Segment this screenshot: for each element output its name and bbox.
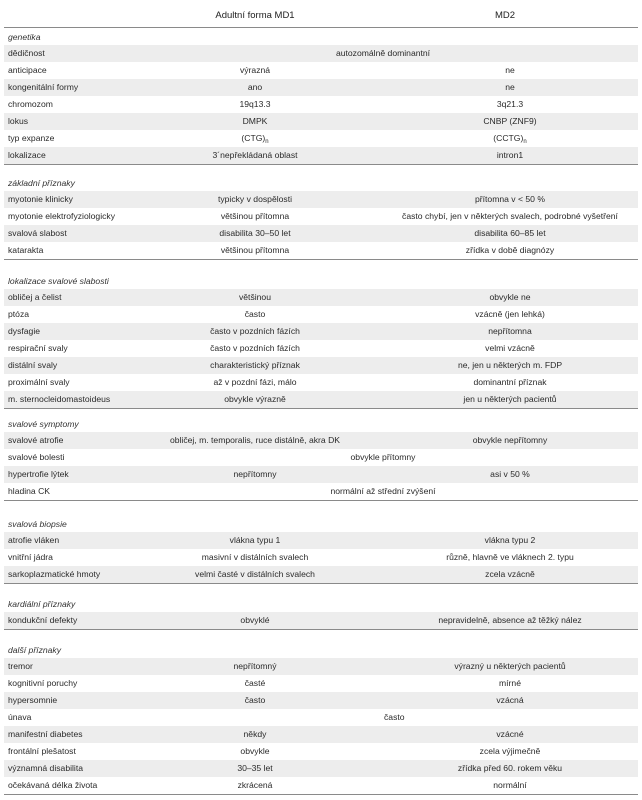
section-title: lokalizace svalové slabosti [8,276,109,286]
md2-value [384,62,636,79]
md1-value-text: zkrácená [237,780,273,790]
md2-value [384,225,636,242]
row-label: katarakta [8,245,44,255]
header-md2: MD2 [494,10,516,21]
section-rule [4,583,638,584]
md2-value [384,760,636,777]
section-title: základní příznaky [8,178,75,188]
md1-value [130,323,380,340]
md2-value [384,79,636,96]
md2-value [384,289,636,306]
md2-value [384,777,636,794]
md2-value [384,566,636,583]
table-row [4,432,638,449]
md1-value-text: často [244,695,266,705]
md1-value [130,612,380,629]
md2-value: často [384,712,405,722]
row-label: chromozom [8,99,53,109]
md2-value [384,374,636,391]
md1-value [130,675,380,692]
md2-value-text: dominantní příznak [473,377,547,387]
section-title: kardiální příznaky [8,599,76,609]
md1-value [130,96,380,113]
section-rule [4,164,638,165]
row-label: svalové atrofie [8,435,64,445]
row-label: očekávaná délka života [8,780,98,790]
md2-value-text: obvykle nepřítomny [472,435,548,445]
md2-value-text: mírné [499,678,521,688]
table-row [4,709,638,726]
table-row [4,306,638,323]
table-row [4,242,638,259]
row-label: manifestní diabetes [8,729,83,739]
md1-value [130,658,380,675]
md1-value-text: 19q13.3 [239,99,271,109]
md2-value-text: zřídka v době diagnózy [465,245,555,255]
section-title: další příznaky [8,645,62,655]
table-row [4,130,638,147]
md1-value [130,726,380,743]
row-label: hypersomnie [8,695,58,705]
row-label: dědičnost [8,48,45,58]
md2-value-text: intron1 [496,150,524,160]
md1-value [130,566,380,583]
row-label: frontální plešatost [8,746,76,756]
md1-value [130,549,380,566]
table-row [4,391,638,408]
row-label: ptóza [8,309,30,319]
table-row [4,777,638,794]
section-rule [4,629,638,630]
table-row [4,225,638,242]
md1-value [130,777,380,794]
section-rule [4,500,638,501]
md2-value [384,549,636,566]
header-rule [4,27,638,28]
md2-value [384,357,636,374]
md2-value-text: 3q21.3 [496,99,524,109]
md1-value [130,113,380,130]
md2-value-text: ne [505,82,515,92]
md1-value-text: často [244,309,266,319]
md2-value-text: CNBP (ZNF9) [483,116,537,126]
section-title: genetika [8,32,41,42]
md1-value [130,340,380,357]
md2-value [384,96,636,113]
row-label: dysfagie [8,326,41,336]
md2-value-text: zcela vzácně [485,569,535,579]
md1-value-text: často v pozdních fázích [210,343,300,353]
md2-value [384,147,636,164]
section-title: svalová biopsie [8,519,67,529]
shared-value: obvykle přítomny [350,452,416,462]
table-row [4,743,638,760]
md1-value-text: obvykle [240,746,270,756]
table-row [4,323,638,340]
md2-value [384,323,636,340]
table-row [4,113,638,130]
table-row [4,760,638,777]
row-label: myotonie elektrofyziologicky [8,211,115,221]
table-row [4,726,638,743]
md1-value-text: DMPK [242,116,268,126]
md1-value-text: vlákna typu 1 [229,535,281,545]
md1-value [130,306,380,323]
shared-value: autozomálně dominantní [335,48,431,58]
md2-value-text: vzácná [496,695,524,705]
md2-value [384,242,636,259]
md2-value-text: (CCTG) [493,133,524,143]
md1-value [130,208,380,225]
md1-value-text: masivní v distálních svalech [201,552,309,562]
row-label: sarkoplazmatické hmoty [8,569,101,579]
table-row [4,79,638,96]
table-row [4,374,638,391]
shared-value: normální až střední zvýšení [330,486,436,496]
row-label: anticipace [8,65,47,75]
md1-value [130,191,380,208]
row-label: atrofie vláken [8,535,60,545]
row-label: typ expanze [8,133,55,143]
md1-value-subscript: n [265,139,269,145]
row-label: tremor [8,661,33,671]
md1-value-text: typicky v dospělosti [217,194,293,204]
md2-value-text: výrazný u některých pacientů [454,661,566,671]
md2-value [384,306,636,323]
row-label: únava [8,712,32,722]
table-row [4,658,638,675]
row-label: proximální svaly [8,377,70,387]
section-rule [4,794,638,795]
row-label: vnitřní jádra [8,552,53,562]
md2-value-text: často chybí, jen v některých svalech, podrobné vyšetření [402,211,618,221]
table-row [4,340,638,357]
header-md1: Adultní forma MD1 [215,10,295,21]
md2-value-text: vzácné [496,729,524,739]
md2-value-text: nepravidelně, absence až těžký nález [438,615,582,625]
md2-value-text: zcela výjimečně [479,746,541,756]
md2-value-text: jen u některých pacientů [463,394,557,404]
table-row [4,483,638,500]
table-row [4,208,638,225]
md2-value [384,675,636,692]
md1-value-text: velmi časté v distálních svalech [195,569,315,579]
md2-value-text: asi v 50 % [490,469,530,479]
md1-value-text: výrazná [239,65,271,75]
md1-value-text: až v pozdní fázi, málo [213,377,297,387]
md1-value-text: disabilita 30–50 let [219,228,291,238]
md1-value [130,242,380,259]
md1-value [130,147,380,164]
md2-value-text: nepřítomna [488,326,532,336]
row-label: kondukční defekty [8,615,78,625]
md2-value [384,612,636,629]
md1-value [130,692,380,709]
md2-value-text: různě, hlavně ve vláknech 2. typu [446,552,574,562]
md2-value-text: přítomna v < 50 % [475,194,545,204]
md1-value [130,391,380,408]
table-row [4,612,638,629]
table-row [4,45,638,62]
table-row [4,449,638,466]
row-label: obličej a čelist [8,292,62,302]
md1-value [130,532,380,549]
md2-value-text: ne [505,65,515,75]
md2-value [384,743,636,760]
md1-value [130,62,380,79]
md1-value-text: obvyklé [240,615,270,625]
section-title: svalové symptomy [8,419,79,429]
md1-value [130,432,380,449]
row-label: svalové bolesti [8,452,65,462]
md1-value-text: většinou přítomna [220,211,290,221]
md2-value [384,692,636,709]
table-row [4,532,638,549]
md2-value-text: vlákna typu 2 [484,535,536,545]
md2-value [384,466,636,483]
md2-value [384,340,636,357]
md2-value [384,432,636,449]
row-label: svalová slabost [8,228,67,238]
md2-value [384,191,636,208]
row-label: hypertrofie lýtek [8,469,69,479]
row-label: distální svaly [8,360,58,370]
md1-value [130,374,380,391]
md2-value [384,532,636,549]
table-row [4,147,638,164]
row-label: myotonie klinicky [8,194,73,204]
md1-value [130,79,380,96]
md2-value [384,726,636,743]
md2-value-text: zřídka před 60. rokem věku [457,763,563,773]
md2-value-subscript: n [523,139,527,145]
table-row [4,466,638,483]
md2-value [384,658,636,675]
md1-value-text: charakteristický příznak [210,360,300,370]
md1-value-text: nepřítomný [233,661,277,671]
md1-value [130,466,380,483]
md1-value-text: 3´nepřekládaná oblast [212,150,298,160]
md1-value-text: většinou přítomna [220,245,290,255]
md2-value-text: disabilita 60–85 let [474,228,546,238]
md1-value-text: většinou [238,292,271,302]
md1-value [130,357,380,374]
md2-value [384,208,636,225]
md1-value [130,225,380,242]
md2-value [384,113,636,130]
md1-value [130,760,380,777]
md2-value-text: vzácně (jen lehká) [475,309,545,319]
row-label: kongenitální formy [8,82,79,92]
section-rule [4,408,638,409]
table-row [4,549,638,566]
md2-value-text: velmi vzácně [485,343,535,353]
row-label: m. sternocleidomastoideus [8,394,111,404]
row-label: hladina CK [8,486,51,496]
table-row [4,62,638,79]
md1-value [130,289,380,306]
md2-value-text: normální [493,780,527,790]
md1-value [130,743,380,760]
md2-value [384,391,636,408]
row-label: lokus [8,116,29,126]
md1-value-text: obličej, m. temporalis, ruce distálně, akra DK [169,435,341,445]
section-rule [4,259,638,260]
table-row [4,692,638,709]
table-row [4,289,638,306]
md1-value-text: 30–35 let [237,763,273,773]
md1-value-text: někdy [243,729,267,739]
md1-value-text: (CTG) [241,133,266,143]
md2-value-text: obvykle ne [489,292,531,302]
table-row [4,675,638,692]
table-row [4,191,638,208]
table-row [4,96,638,113]
md2-value-text: ne, jen u některých m. FDP [457,360,563,370]
table-row [4,566,638,583]
md1-value-text: často v pozdních fázích [210,326,300,336]
row-label: lokalizace [8,150,46,160]
md1-value-text: časté [244,678,266,688]
table-row [4,357,638,374]
md1-value-text: nepřítomny [233,469,277,479]
md1-value-text: ano [247,82,263,92]
row-label: respirační svaly [8,343,68,353]
md1-value-text: obvykle výrazně [224,394,286,404]
row-label: významná disabilita [8,763,83,773]
row-label: kognitivní poruchy [8,678,78,688]
